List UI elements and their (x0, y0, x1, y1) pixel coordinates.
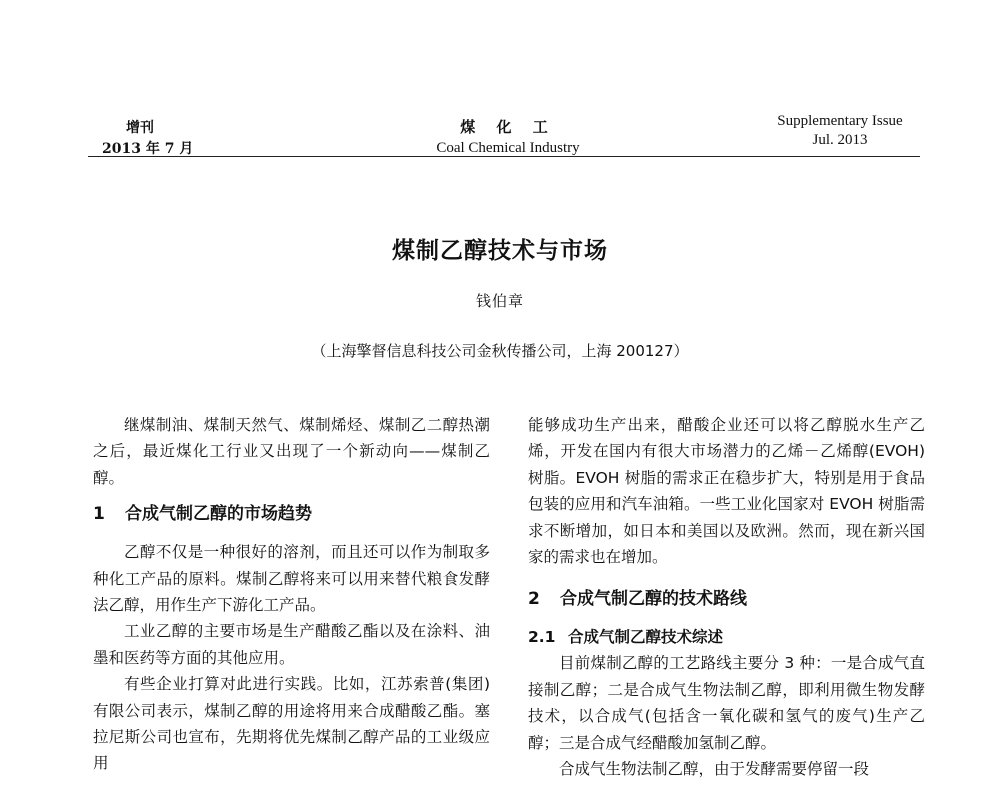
paragraph: 乙醇不仅是一种很好的溶剂，而且还可以作为制取多种化工产品的原料。煤制乙醇将来可以用来替代粮食发酵法乙醇，用作生产下游化工产品。 (93, 543, 490, 615)
paragraph: 合成气生物法制乙醇，由于发酵需要停留一段 (559, 760, 870, 779)
article-author: 钱伯章 (475, 292, 524, 310)
header-issue-en: Supplementary Issue (777, 113, 903, 129)
left-column (93, 412, 490, 777)
journal-name-en: Coal Chemical Industry (436, 140, 580, 156)
subsection-number: 2.1 (528, 628, 556, 647)
subsection-heading-2-1 (528, 624, 925, 650)
header-rule (88, 156, 920, 157)
header-date-cn: 2013 年 7 月 (102, 141, 194, 157)
article-affiliation: （上海擎督信息科技公司金秋传播公司，上海 200127） (311, 342, 689, 360)
section-heading-2 (528, 586, 925, 612)
section-title: 合成气制乙醇的技术路线 (560, 589, 747, 610)
paragraph: 能够成功生产出来，醋酸企业还可以将乙醇脱水生产乙烯，开发在国内有很大市场潜力的乙烯－乙烯醇(EVOH)树脂。EVOH 树脂的需求正在稳步扩大，特别是用于食品包装的应用和汽车油箱。一些工业化国家对 EVOH 树脂需求不断增加，如日本和美国以及欧洲。然而，现在新兴国家的需求也在增加。 (528, 416, 925, 567)
journal-name (396, 116, 620, 158)
header-left (102, 118, 193, 160)
header-issue-cn: 增刊 (126, 120, 154, 136)
right-column (528, 412, 925, 782)
journal-name-cn: 煤 化 工 (460, 118, 556, 136)
subsection-title: 合成气制乙醇技术综述 (568, 628, 724, 647)
section-heading-1 (93, 501, 490, 527)
paragraph: 工业乙醇的主要市场是生产醋酸乙酯以及在涂料、油墨和医药等方面的其他应用。 (93, 622, 490, 667)
section-title: 合成气制乙醇的市场趋势 (125, 504, 312, 525)
section-number: 1 (93, 504, 105, 525)
paragraph: 有些企业打算对此进行实践。比如，江苏索普(集团)有限公司表示，煤制乙醇的用途将用来合成醋酸乙酯。塞拉尼斯公司也宣布，先期将优先煤制乙醇产品的工业级应用 (93, 675, 490, 773)
section-number: 2 (528, 589, 540, 610)
header-date-en: Jul. 2013 (812, 132, 868, 148)
paragraph: 继煤制油、煤制天然气、煤制烯烃、煤制乙二醇热潮之后，最近煤化工行业又出现了一个新动向——煤制乙醇。 (93, 416, 490, 487)
paragraph: 目前煤制乙醇的工艺路线主要分 3 种：一是合成气直接制乙醇；二是合成气生物法制乙醇，即利用微生物发酵技术，以合成气(包括含一氧化碳和氢气的废气)生产乙醇；三是合成气经醋酸加氢制乙醇。 (528, 654, 925, 752)
article-title: 煤制乙醇技术与市场 (392, 238, 608, 264)
header-right (740, 112, 940, 150)
